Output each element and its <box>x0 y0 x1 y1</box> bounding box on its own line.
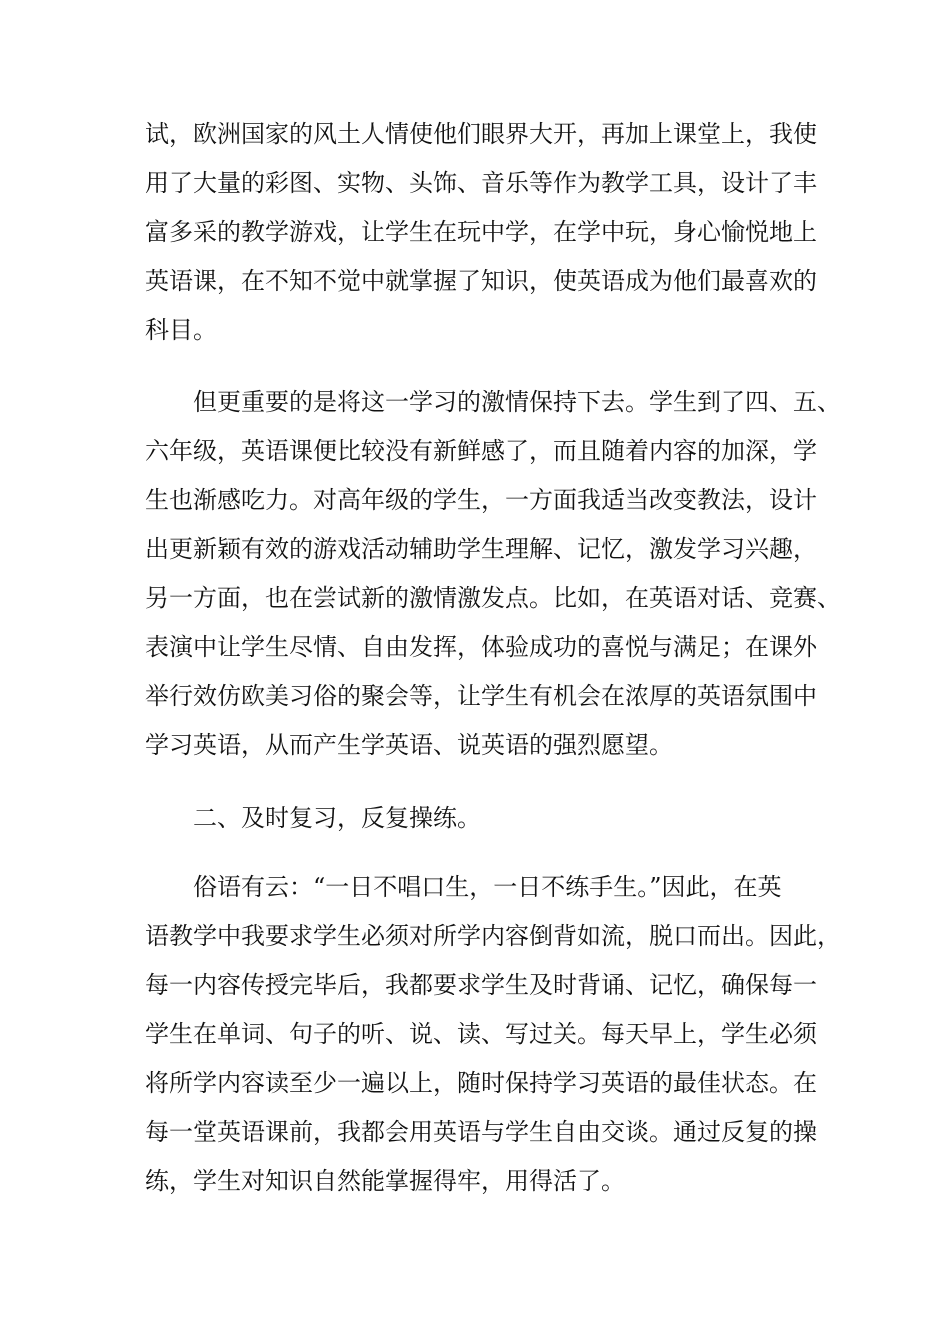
paragraph-1-line-3: 富多采的教学游戏，让学生在玩中学，在学中玩，身心愉悦地上 <box>145 218 817 246</box>
paragraph-3-line-6: 每一堂英语课前，我都会用英语与学生自由交谈。通过反复的操 <box>145 1118 817 1146</box>
paragraph-3-line-3: 每一内容传授完毕后，我都要求学生及时背诵、记忆，确保每一 <box>145 971 817 999</box>
paragraph-2-line-4: 出更新颖有效的游戏活动辅助学生理解、记忆，激发学习兴趣， <box>145 535 817 563</box>
paragraph-2-line-6: 表演中让学生尽情、自由发挥，体验成功的喜悦与满足；在课外 <box>145 633 817 661</box>
paragraph-3-line-4: 学生在单词、句子的听、说、读、写过关。每天早上，学生必须 <box>145 1020 817 1048</box>
paragraph-3-line-7: 练，学生对知识自然能掌握得牢，用得活了。 <box>145 1167 625 1195</box>
paragraph-2-line-2: 六年级，英语课便比较没有新鲜感了，而且随着内容的加深，学 <box>145 437 817 465</box>
paragraph-1-line-4: 英语课，在不知不觉中就掌握了知识，使英语成为他们最喜欢的 <box>145 267 817 295</box>
paragraph-2-line-5: 另一方面，也在尝试新的激情激发点。比如，在英语对话、竞赛、 <box>145 584 841 612</box>
paragraph-1-line-2: 用了大量的彩图、实物、头饰、音乐等作为教学工具，设计了丰 <box>145 169 817 197</box>
paragraph-2-line-3: 生也渐感吃力。对高年级的学生，一方面我适当改变教法，设计 <box>145 486 817 514</box>
section-heading: 二、及时复习，反复操练。 <box>193 804 481 832</box>
paragraph-1-line-1: 试，欧洲国家的风土人情使他们眼界大开，再加上课堂上，我使 <box>145 120 817 148</box>
paragraph-3-line-5: 将所学内容读至少一遍以上，随时保持学习英语的最佳状态。在 <box>145 1069 817 1097</box>
paragraph-1-line-5: 科目。 <box>145 316 217 344</box>
paragraph-3-line-1: 俗语有云：“一日不唱口生，一日不练手生。”因此，在英 <box>193 873 782 901</box>
paragraph-3-line-2: 语教学中我要求学生必须对所学内容倒背如流，脱口而出。因此， <box>145 922 841 950</box>
paragraph-2-line-7: 举行效仿欧美习俗的聚会等，让学生有机会在浓厚的英语氛围中 <box>145 682 817 710</box>
paragraph-2-line-1: 但更重要的是将这一学习的激情保持下去。学生到了四、五、 <box>193 388 841 416</box>
paragraph-2-line-8: 学习英语，从而产生学英语、说英语的强烈愿望。 <box>145 731 673 759</box>
